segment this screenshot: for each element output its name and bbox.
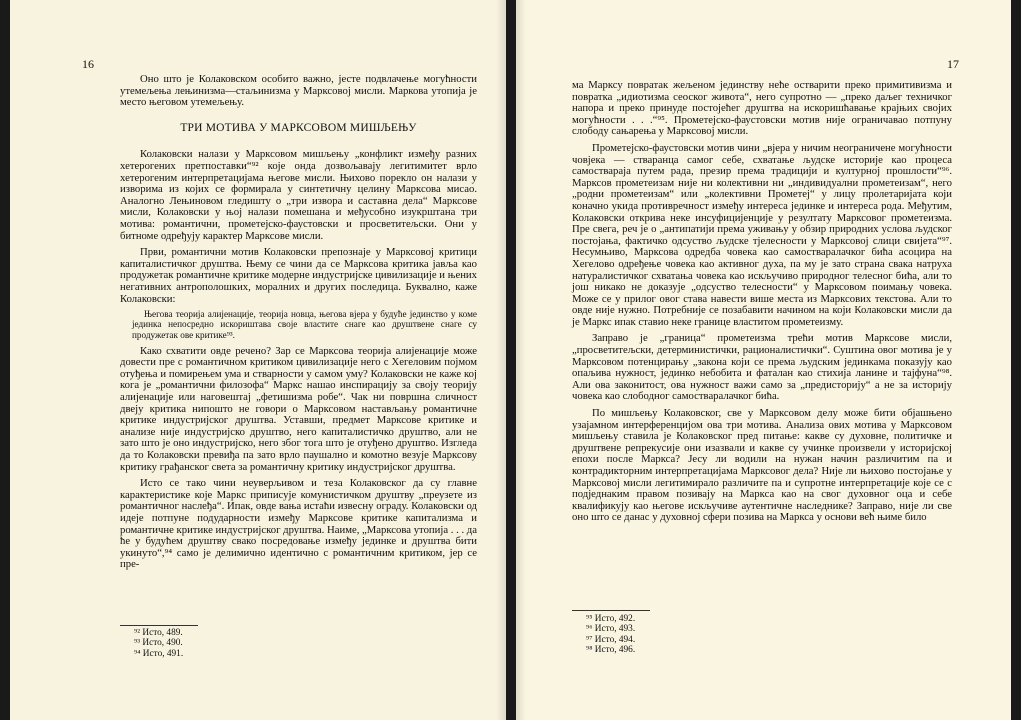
right-body [572,80,952,524]
footnote-rule [120,625,198,626]
left-body [120,74,477,571]
left-page [10,0,506,720]
footnote: ⁹⁵ Исто, 492. [586,614,636,624]
right-page [516,0,1011,720]
quote-text: Његова теорија алијенације, теорија новца, његова вјера у будуће јединство у коме јединка непосредно искориштава своје властите снаге као друштвене снаге су продужетак ове критике⁹³. [132,309,477,340]
footnote: ⁹⁶ Исто, 493. [586,624,636,635]
page-number: 16 [82,57,94,71]
footnotes [586,614,635,656]
footnotes [134,628,183,659]
paragraph: Оно што је Колаковском особито важно, јесте подвлачење могућности утемељења лењинизма—стаљинизма у Марксовој мисли. Маркова утопија је место његовом утемељењу. [120,73,477,109]
paragraph: ма Марксу повратак жељеном јединству неће остварити преко примитивизма и повратка „идиотизма сеоског живота“, него супротно — „преко даљег техничког напора и преко принуде постојећег друштва на искоришћавање крајњих својих могућности . . .“⁹⁵. Прометејско-фаустовски мотив није ограничавао потпуну слободу сањарења у Марксовој мисли. [572,79,952,138]
paragraph: Исто се тако чини неуверљивом и теза Колаковског да су главне карактеристике које Маркс приписује комунистичком друштву „преузете из романтичног наслеђа“. Ипак, овде вања истаћи извесну ограду. Колаковски од идеје потпуне подударности између Марксове критике капитализма и романтичне критике индустријског друштва. Наиме, „Марксова утопија . . . да ће у будућем друштву свако посредовање између јединке и друштва бити укинуто“,⁹⁴ само је делимично идентично с романтичним критиком, јер се пре- [120,477,477,571]
paragraph: Заправо је „граница“ прометеизма трећи мотив Марксове мисли, „просветитељски, детерминистички, рационалистички“. Суштина овог мотива је у Марксовом потенцирању „закона који се према људским јединкама показују као опаљива нужност, јединко небобита и фаталан као стихија ланине и тајфуна“⁹⁸. Али ова законитост, ова нужност важи само за „предисторију“ а не за историју човека као слободног самостваралачког бића. [572,332,952,403]
paragraph: По мишљењу Колаковског, све у Марксовом делу може бити објашњено узајамном интерференцијом ова три мотива. Анализа ових мотива у Марксовом мишљењу ставила је Колаковског пред питање: какве су духовне, политичке и друштвене репрекусије они изазвали и какве су учинке произвели у историјској епохи после Маркса? Јесу ли водили на нужан начин различитим па и контрадикторним интерпретацијама Марксовог дела? Није ли њихово постојање у Марксовој мисли легитимирало различите па и супротне интерпретације које се с подједнаким правом позивају на Маркса као на свог духовног оца и себе квалификују као његове искључиве аутентичне наследнике? Заправо, није ли све оно што се данас у духовној сфери позива на Маркса у основи већ њиме било [572,407,952,524]
section-heading: ТРИ МОТИВА У МАРКСОВОМ МИШЉЕЊУ [180,121,417,134]
paragraph: Колаковски налази у Марксовом мишљењу „конфликт између разних хетерогених претпоставки“⁹² које онда дозвољавају легитимитет врло хетерогеним интерпретацијама његове мисли. Њихово порекло он налази у изворима из којих се формирала у синтетичну целину Марксова мисао. Аналогно Лењиновом гледишту о „три извора и саставна дела“ Марксове мисли, Колаковски у њој налази помешана и међусобно изукрштана три мотива: романтични, прометејско-фаустовски и просветитељски. Они у битноме одређују карактер Марксове мисли. [120,148,477,242]
gutter-shadow [516,0,526,720]
footnote: ⁹⁸ Исто, 496. [586,645,636,656]
footnote: ⁹⁴ Исто, 491. [134,648,184,659]
footnote: ⁹³ Исто, 490. [134,638,183,649]
paragraph: Први, романтични мотив Колаковски препознаје у Марксовој критици капиталистичког друштва. Њему се чини да се Марксова критика јавља као продужетак романтичне критике модерне индустријске цивилизације и њених негативних антрополошких, моралних и других последица. Буквално, каже Колаковски: [120,246,477,305]
paragraph: Како схватити овде речено? Зар се Марксова теорија алијенације може довести пре с романтичном критиком цивилизације него с Хегеловим појмом отуђења и помирењем ума и стварности у самом уму? Колаковски не каже кој кога је „романтични филозофа“ Маркс нашао инспирацију за своју теорију алијенације или наговештај „фетишизма робе“. Чак ни површна сличност двеју критика нипошто не говори о Марксовом настављању романтичне критике индустријског друштва. Уставши, предмет Марксове критике и анализе није индустријско друштво, него капиталистичко друштво, али не зато што је оно индустријско, него због тога што је отуђено друштво. Изгледа да то Колаковски превиђа па зато врло паушално и комотно везује Марксову критику грађанског света за романтичну критику индустријског друштва. [120,344,477,473]
footnote: ⁹² Исто, 489. [134,628,183,638]
gutter-shadow [496,0,506,720]
block-quote [132,309,477,340]
paragraph: Прометејско-фаустовски мотив чини „вјера у ничим неограничене могућности човјека — стваранца самог себе, схватање људске историје као процеса самоствараја путем рада, презир према традицији и културној прошлости“⁹⁶. Марксов прометеизам није ни колективни ни „индивидуални прометеизам“, него „родни прометеизам“ или „колективни Прометеј“ у лицу пролетаријата који коначно укида противречност између интереса јединке и интереса рода. Међутим, Колаковски открива неке инсуфицијенције у резултату Марксовог прометеизма. Пре свега, реч је о „антипатији према уживању у обзир природних услова људског постојања, фактичко одсуство људске тјелесности у Марксовој слици свијета“⁹⁷. Несумњиво, Марксова одредба човека као самостваралачког бића асоцира на Хегелово одређење човека као активног духа, па му је зато страна свака натруха натуралистичког схватања човека као искључиво природног телесног бића, али то још никако не доказује „одсуство телесности“ у Марксовом поимању човека. Може се у прилог овог става навести више места из Марксових текстова. Али то овде није нужно. Потребније се позабавити начином на који Колаковски мисли да је Маркс ипак ставио неке границе властитом прометеизму. [572,141,952,328]
page-number: 17 [947,57,959,71]
footnote-rule [572,610,650,611]
footnote: ⁹⁷ Исто, 494. [586,634,636,645]
